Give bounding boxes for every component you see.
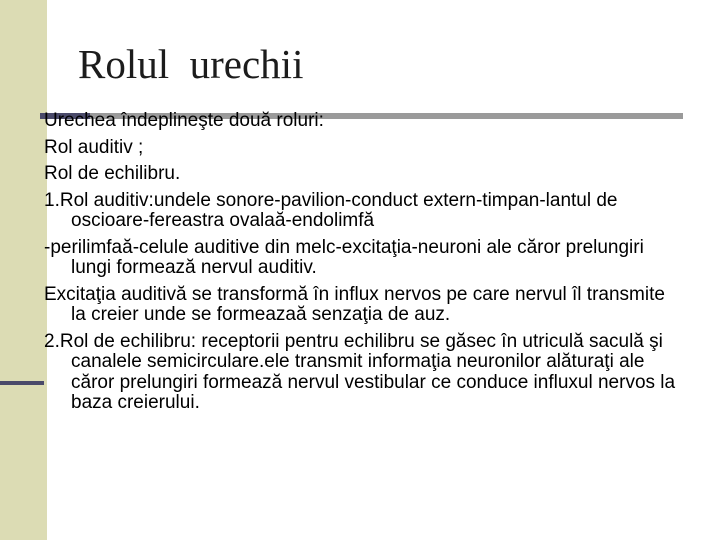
body-paragraph: Rol de echilibru.	[44, 163, 181, 184]
body-paragraph: Rol auditiv ;	[44, 136, 144, 158]
left-accent-line	[0, 381, 44, 385]
slide-body	[44, 111, 684, 420]
body-paragraph: -perilimfaă-celule auditive din melc-excitaţia-neuroni ale căror prelungiri lungi formează nervul auditiv.	[44, 236, 644, 278]
body-paragraph: 1.Rol auditiv:undele sonore-pavilion-conduct extern-timpan-lantul de oscioare-fereastra ovalaă-endolimfă	[44, 189, 618, 231]
body-paragraph: Urechea îndeplineşte două roluri:	[44, 110, 324, 131]
slide-title: Rolul urechii	[78, 41, 304, 87]
body-paragraph: Excitaţia auditivă se transformă în influx nervos pe care nervul îl transmite la creier unde se formeazaă senzaţia de auz.	[44, 283, 665, 325]
body-paragraph: 2.Rol de echilibru: receptorii pentru echilibru se găsec în utriculă saculă şi canalele semicirculare.ele transmit informaţia neuronilor alăturaţi ale căror prelungiri formează nervul vestibular ce conduce influxul nervos la baza creierului.	[44, 330, 676, 413]
decorative-side-band	[0, 0, 47, 540]
